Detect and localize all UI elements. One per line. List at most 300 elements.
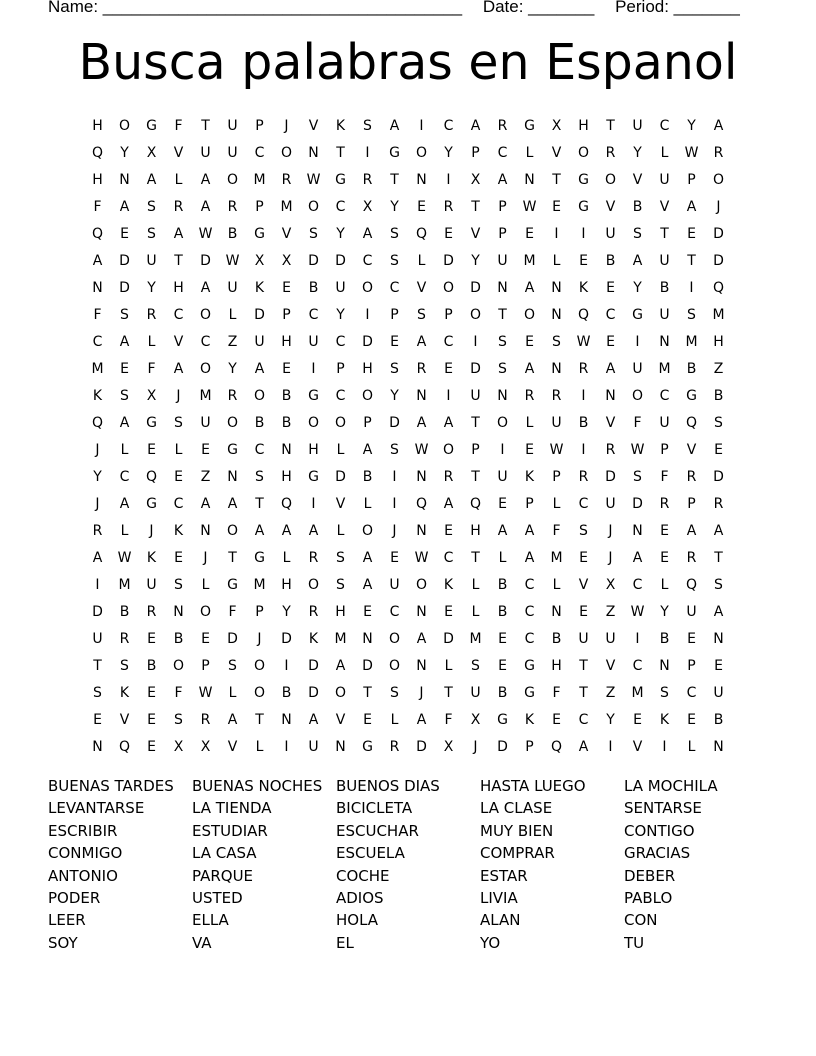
word-list-item: ELLA (192, 911, 229, 930)
grid-letter: T (471, 549, 480, 566)
grid-letter: D (281, 630, 292, 647)
grid-letter: S (633, 468, 642, 485)
grid-letter: G (578, 198, 589, 215)
grid-letter: D (362, 333, 373, 350)
grid-letter: E (579, 549, 588, 566)
grid-letter: A (146, 171, 157, 188)
grid-letter: C (497, 144, 508, 161)
grid-letter: E (282, 279, 291, 296)
grid-letter: T (498, 306, 507, 323)
grid-letter: O (361, 522, 374, 539)
grid-letter: J (257, 630, 262, 647)
grid-letter: X (146, 144, 157, 161)
grid-letter: E (525, 225, 534, 242)
grid-letter: H (281, 333, 292, 350)
grid-letter: B (578, 414, 589, 431)
grid-letter: R (146, 306, 157, 323)
grid-letter: F (147, 360, 156, 377)
grid-letter: O (199, 603, 212, 620)
grid-letter: E (444, 360, 453, 377)
grid-letter: R (713, 144, 724, 161)
grid-letter: Q (469, 495, 482, 512)
grid-letter: U (713, 684, 724, 701)
grid-letter: U (389, 576, 400, 593)
grid-letter: A (416, 414, 427, 431)
grid-letter: O (712, 171, 725, 188)
grid-letter: T (228, 549, 237, 566)
grid-letter: W (684, 144, 699, 161)
grid-letter: R (497, 117, 508, 134)
grid-letter: C (254, 144, 265, 161)
grid-letter: Q (145, 468, 158, 485)
grid-letter: O (361, 387, 374, 404)
grid-letter: L (147, 333, 156, 350)
grid-letter: R (227, 198, 238, 215)
grid-letter: Y (93, 468, 102, 485)
grid-letter: C (686, 684, 697, 701)
grid-letter: O (307, 576, 320, 593)
grid-letter: O (442, 279, 455, 296)
grid-letter: X (146, 387, 157, 404)
grid-letter: Q (415, 225, 428, 242)
grid-letter: D (713, 252, 724, 269)
grid-letter: U (146, 252, 157, 269)
word-list-item: HASTA LUEGO (480, 777, 586, 795)
grid-letter: S (390, 441, 399, 458)
grid-letter: E (201, 630, 210, 647)
grid-letter: R (173, 198, 184, 215)
grid-letter: G (254, 225, 265, 242)
grid-letter: E (498, 495, 507, 512)
grid-letter: H (578, 117, 589, 134)
grid-letter: C (659, 117, 670, 134)
grid-letter: A (443, 414, 454, 431)
grid-letter: L (687, 738, 696, 755)
grid-letter: K (92, 387, 103, 404)
grid-letter: R (605, 144, 616, 161)
grid-letter: F (444, 711, 453, 728)
grid-letter: B (119, 603, 130, 620)
grid-letter: N (173, 603, 184, 620)
grid-letter: M (658, 360, 671, 377)
grid-letter: X (551, 117, 562, 134)
word-list-item: MUY BIEN (480, 821, 554, 840)
grid-letter: S (390, 684, 399, 701)
grid-letter: G (227, 576, 238, 593)
grid-letter: E (93, 711, 102, 728)
grid-letter: E (498, 657, 507, 674)
grid-letter: L (525, 414, 534, 431)
grid-letter: E (444, 603, 453, 620)
grid-letter: R (389, 738, 400, 755)
grid-letter: I (392, 468, 397, 485)
grid-letter: I (311, 495, 316, 512)
grid-letter: Z (605, 684, 616, 701)
grid-letter: P (552, 468, 561, 485)
grid-letter: C (308, 306, 319, 323)
grid-letter: S (714, 414, 723, 431)
grid-letter: B (227, 225, 238, 242)
grid-letter: S (390, 360, 399, 377)
word-list-item: LA MOCHILA (624, 777, 718, 795)
grid-letter: N (659, 333, 670, 350)
grid-letter: N (605, 387, 616, 404)
grid-letter: Q (685, 414, 698, 431)
word-list-item: DEBER (624, 866, 676, 885)
grid-letter: E (120, 360, 129, 377)
grid-letter: N (551, 306, 562, 323)
grid-letter: O (334, 414, 347, 431)
word-list-item: ESCUCHAR (336, 821, 419, 840)
grid-letter: M (712, 306, 725, 323)
grid-letter: E (444, 225, 453, 242)
grid-letter: L (120, 522, 129, 539)
grid-letter: C (200, 333, 211, 350)
grid-letter: Y (282, 603, 291, 620)
grid-letter: R (146, 603, 157, 620)
grid-letter: P (687, 495, 696, 512)
grid-letter: V (605, 414, 616, 431)
word-list-item: LEVANTARSE (48, 799, 145, 818)
word-list-item: BUENAS NOCHES (192, 777, 323, 795)
grid-letter: Q (118, 738, 131, 755)
grid-letter: U (227, 144, 238, 161)
grid-letter: P (525, 738, 534, 755)
grid-letter: W (225, 252, 240, 269)
grid-letter: E (363, 603, 372, 620)
grid-letter: B (713, 387, 724, 404)
grid-letter: O (415, 144, 428, 161)
grid-letter: E (525, 441, 534, 458)
grid-letter: A (119, 414, 130, 431)
grid-letter: F (93, 306, 102, 323)
grid-letter: V (308, 117, 319, 134)
grid-letter: I (581, 441, 586, 458)
grid-letter: C (389, 603, 400, 620)
grid-letter: D (119, 252, 130, 269)
grid-letter: O (334, 684, 347, 701)
grid-letter: N (713, 738, 724, 755)
grid-letter: N (416, 387, 427, 404)
grid-letter: I (581, 225, 586, 242)
grid-letter: S (498, 360, 507, 377)
grid-letter: U (578, 630, 589, 647)
grid-letter: C (632, 657, 643, 674)
grid-letter: Y (660, 603, 669, 620)
grid-letter: N (281, 711, 292, 728)
grid-letter: X (443, 738, 454, 755)
grid-letter: R (308, 549, 319, 566)
grid-letter: W (630, 441, 645, 458)
grid-letter: Z (200, 468, 211, 485)
grid-letter: V (605, 657, 616, 674)
grid-letter: J (95, 441, 100, 458)
grid-letter: O (226, 522, 239, 539)
grid-letter: J (95, 495, 100, 512)
grid-letter: Y (336, 225, 345, 242)
word-list-item: HOLA (336, 911, 379, 930)
grid-letter: L (444, 657, 453, 674)
grid-letter: B (632, 198, 643, 215)
grid-letter: M (550, 549, 563, 566)
grid-letter: A (362, 549, 373, 566)
grid-letter: U (470, 684, 481, 701)
grid-letter: D (308, 252, 319, 269)
grid-letter: Q (685, 576, 698, 593)
grid-letter: H (281, 468, 292, 485)
grid-letter: H (470, 522, 481, 539)
grid-letter: L (255, 738, 264, 755)
grid-letter: Y (606, 711, 615, 728)
grid-letter: Y (120, 144, 129, 161)
grid-letter: I (95, 576, 100, 593)
grid-letter: L (201, 576, 210, 593)
grid-letter: D (200, 252, 211, 269)
grid-letter: Q (577, 306, 590, 323)
grid-letter: E (363, 711, 372, 728)
grid-letter: R (92, 522, 103, 539)
word-list-item: PABLO (624, 888, 673, 907)
grid-letter: N (524, 171, 535, 188)
grid-letter: A (200, 495, 211, 512)
grid-letter: N (119, 171, 130, 188)
grid-letter: N (551, 360, 562, 377)
grid-letter: O (253, 684, 266, 701)
grid-letter: G (146, 117, 157, 134)
grid-letter: A (254, 522, 265, 539)
grid-letter: P (444, 306, 453, 323)
grid-letter: C (443, 549, 454, 566)
grid-letter: A (308, 522, 319, 539)
grid-letter: L (336, 441, 345, 458)
grid-letter: A (497, 171, 508, 188)
grid-letter: R (578, 468, 589, 485)
grid-letter: B (659, 630, 670, 647)
grid-letter: X (605, 576, 616, 593)
grid-letter: W (630, 603, 645, 620)
grid-letter: C (443, 333, 454, 350)
grid-letter: L (552, 576, 561, 593)
grid-letter: R (713, 495, 724, 512)
grid-letter: A (92, 252, 103, 269)
grid-letter: D (308, 684, 319, 701)
grid-letter: N (551, 279, 562, 296)
grid-letter: C (119, 468, 130, 485)
grid-letter: K (524, 468, 535, 485)
grid-letter: K (254, 279, 265, 296)
grid-letter: U (254, 333, 265, 350)
word-list-item: ESCUELA (336, 844, 405, 863)
grid-letter: V (173, 333, 184, 350)
grid-letter: A (200, 279, 211, 296)
grid-letter: Y (228, 360, 237, 377)
grid-letter: Z (713, 360, 724, 377)
grid-letter: O (307, 414, 320, 431)
grid-letter: D (92, 603, 103, 620)
grid-letter: P (687, 171, 696, 188)
grid-letter: T (444, 684, 453, 701)
grid-letter: B (308, 279, 319, 296)
grid-letter: G (308, 387, 319, 404)
grid-letter: A (173, 225, 184, 242)
grid-letter: D (470, 279, 481, 296)
grid-letter: S (120, 306, 129, 323)
grid-letter: E (579, 603, 588, 620)
grid-letter: V (173, 144, 184, 161)
grid-letter: H (173, 279, 184, 296)
grid-letter: S (174, 576, 183, 593)
grid-letter: X (281, 252, 292, 269)
grid-letter: A (389, 117, 400, 134)
grid-letter: K (524, 711, 535, 728)
grid-letter: W (117, 549, 132, 566)
grid-letter: U (632, 360, 643, 377)
word-list-item: LA CLASE (480, 799, 553, 818)
grid-letter: L (228, 684, 237, 701)
grid-letter: V (605, 198, 616, 215)
grid-letter: V (470, 225, 481, 242)
grid-letter: A (416, 630, 427, 647)
word-list-item: GRACIAS (624, 844, 691, 863)
grid-letter: O (469, 306, 482, 323)
grid-letter: L (390, 711, 399, 728)
word-list-item: SENTARSE (624, 799, 702, 818)
grid-letter: D (470, 360, 481, 377)
grid-letter: E (579, 252, 588, 269)
grid-letter: O (199, 306, 212, 323)
grid-letter: U (335, 279, 346, 296)
word-list-item: CON (624, 911, 658, 930)
grid-letter: V (119, 711, 130, 728)
grid-letter: O (253, 657, 266, 674)
grid-letter: N (416, 657, 427, 674)
grid-letter: W (414, 441, 429, 458)
grid-letter: C (443, 117, 454, 134)
grid-letter: G (227, 441, 238, 458)
grid-letter: C (335, 333, 346, 350)
date-field: Date: _______ (482, 0, 595, 16)
word-list-item: EL (336, 933, 354, 952)
grid-letter: L (363, 495, 372, 512)
grid-letter: T (579, 684, 588, 701)
grid-letter: R (578, 360, 589, 377)
grid-letter: S (363, 117, 372, 134)
grid-letter: J (419, 684, 424, 701)
grid-letter: V (335, 495, 346, 512)
grid-letter: P (255, 198, 264, 215)
grid-letter: J (203, 549, 208, 566)
grid-letter: S (309, 225, 318, 242)
grid-letter: A (578, 738, 589, 755)
word-list-item: VA (192, 933, 212, 952)
word-list-item: PODER (48, 888, 101, 907)
grid-letter: A (362, 225, 373, 242)
grid-letter: J (473, 738, 478, 755)
grid-letter: M (334, 630, 347, 647)
grid-letter: J (392, 522, 397, 539)
grid-letter: U (308, 738, 319, 755)
grid-letter: B (362, 468, 373, 485)
grid-letter: V (632, 171, 643, 188)
grid-letter: B (605, 252, 616, 269)
grid-letter: K (659, 711, 670, 728)
grid-letter: U (659, 252, 670, 269)
grid-letter: U (686, 603, 697, 620)
grid-letter: T (390, 171, 399, 188)
grid-letter: L (660, 576, 669, 593)
grid-letter: S (228, 657, 237, 674)
word-list-item: CONMIGO (48, 844, 123, 863)
grid-letter: L (174, 171, 183, 188)
grid-letter: H (92, 117, 103, 134)
grid-letter: A (524, 549, 535, 566)
grid-letter: T (255, 495, 264, 512)
grid-letter: Y (390, 387, 399, 404)
grid-letter: J (716, 198, 721, 215)
grid-letter: P (255, 117, 264, 134)
word-list-item: ESTAR (480, 866, 528, 885)
grid-letter: C (605, 306, 616, 323)
word-list-item: YO (480, 933, 501, 952)
grid-letter: A (335, 657, 346, 674)
grid-letter: L (120, 441, 129, 458)
grid-letter: C (389, 279, 400, 296)
grid-letter: C (173, 306, 184, 323)
grid-letter: G (524, 657, 535, 674)
grid-letter: E (687, 225, 696, 242)
grid-letter: V (335, 711, 346, 728)
grid-letter: A (173, 360, 184, 377)
header (48, 0, 748, 17)
grid-letter: I (581, 387, 586, 404)
grid-letter: I (419, 117, 424, 134)
grid-letter: F (228, 603, 237, 620)
grid-letter: D (416, 738, 427, 755)
grid-letter: L (660, 144, 669, 161)
grid-letter: X (470, 711, 481, 728)
grid-letter: W (306, 171, 321, 188)
grid-letter: L (417, 252, 426, 269)
grid-letter: P (525, 495, 534, 512)
grid-letter: U (146, 576, 157, 593)
word-list-item: ADIOS (336, 888, 384, 907)
grid-letter: U (605, 495, 616, 512)
grid-letter: J (149, 522, 154, 539)
grid-letter: A (416, 711, 427, 728)
grid-letter: Y (444, 144, 453, 161)
grid-letter: S (93, 684, 102, 701)
grid-letter: T (201, 117, 210, 134)
grid-letter: X (470, 171, 481, 188)
grid-letter: Z (605, 603, 616, 620)
grid-letter: E (147, 738, 156, 755)
grid-letter: D (605, 468, 616, 485)
grid-letter: O (280, 144, 293, 161)
grid-letter: C (578, 711, 589, 728)
grid-letter: S (336, 549, 345, 566)
letter-grid (84, 112, 744, 760)
grid-letter: S (120, 387, 129, 404)
grid-letter: R (227, 387, 238, 404)
grid-letter: K (443, 576, 454, 593)
grid-letter: N (281, 441, 292, 458)
grid-letter: C (335, 198, 346, 215)
grid-letter: E (552, 711, 561, 728)
grid-letter: A (605, 360, 616, 377)
grid-letter: A (200, 198, 211, 215)
grid-letter: N (416, 522, 427, 539)
grid-letter: M (118, 576, 131, 593)
